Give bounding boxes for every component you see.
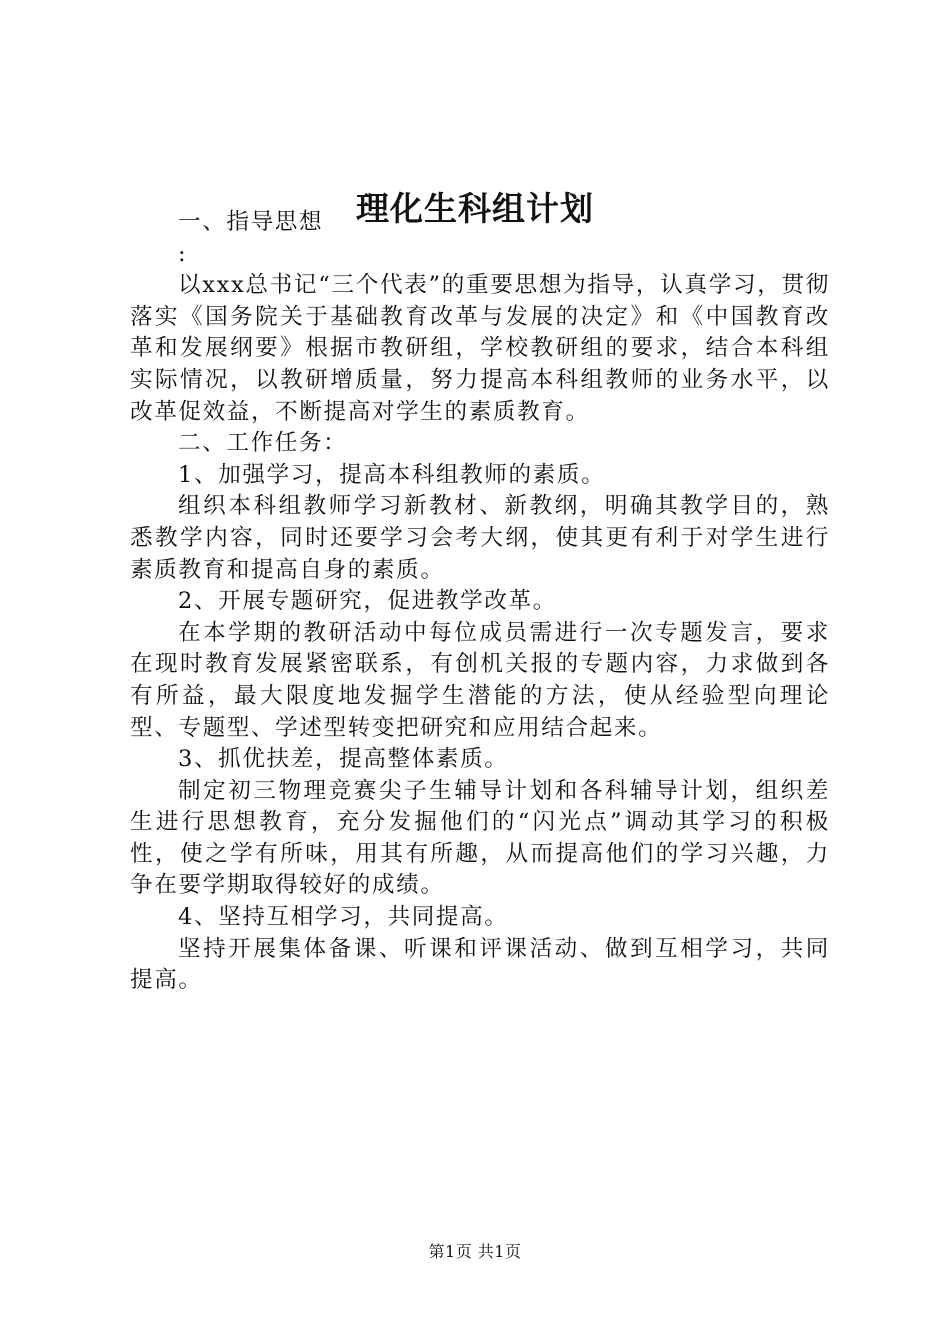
task-paragraph-1: 组织本科组教师学习新教材、新教纲，明确其教学目的，熟悉教学内容，同时还要学习会考大纲，使其更有利于对学生进行素质教育和提高自身的素质。 [130,493,830,583]
task-heading-2: 2、开展专题研究，促进教学改革。 [178,588,557,615]
task-paragraph-3: 制定初三物理竞赛尖子生辅导计划和各科辅导计划，组织差生进行思想教育，充分发掘他们的“闪光点”调动其学习的积极性，使之学有所味，用其有所趣，从而提高他们的学习兴趣，力争在要学期取得较好的成绩。 [130,777,830,899]
task-paragraph-4: 坚持开展集体备课、听课和评课活动、做到互相学习，共同提高。 [130,935,830,994]
colon-line: : [178,240,188,267]
document-title: 理化生科组计划 [356,189,594,228]
page-footer: 第1页 共1页 [428,1242,522,1261]
document-body [130,207,830,997]
section-heading-guiding-thought: 一、指导思想 [178,209,324,235]
task-heading-4: 4、坚持互相学习，共同提高。 [178,904,509,931]
task-heading-1: 1、加强学习，提高本科组教师的素质。 [178,461,606,488]
section-heading-work-tasks: 二、工作任务： [178,430,348,457]
task-paragraph-2: 在本学期的教研活动中每位成员需进行一次专题发言，要求在现时教育发展紧密联系，有创机关报的专题内容，力求做到各有所益，最大限度地发掘学生潜能的方法，使从经验型向理论型、专题型、学述型转变把研究和应用结合起来。 [130,619,830,741]
paragraph-guiding-thought: 以xxx总书记“三个代表”的重要思想为指导，认真学习，贯彻落实《国务院关于基础教育改革与发展的决定》和《中国教育改革和发展纲要》根据市教研组，学校教研组的要求，结合本科组实际情况，以教研增质量，努力提高本科组教师的业务水平，以改革促效益，不断提高对学生的素质教育。 [130,272,830,425]
task-heading-3: 3、抓优扶差，提高整体素质。 [178,746,509,773]
